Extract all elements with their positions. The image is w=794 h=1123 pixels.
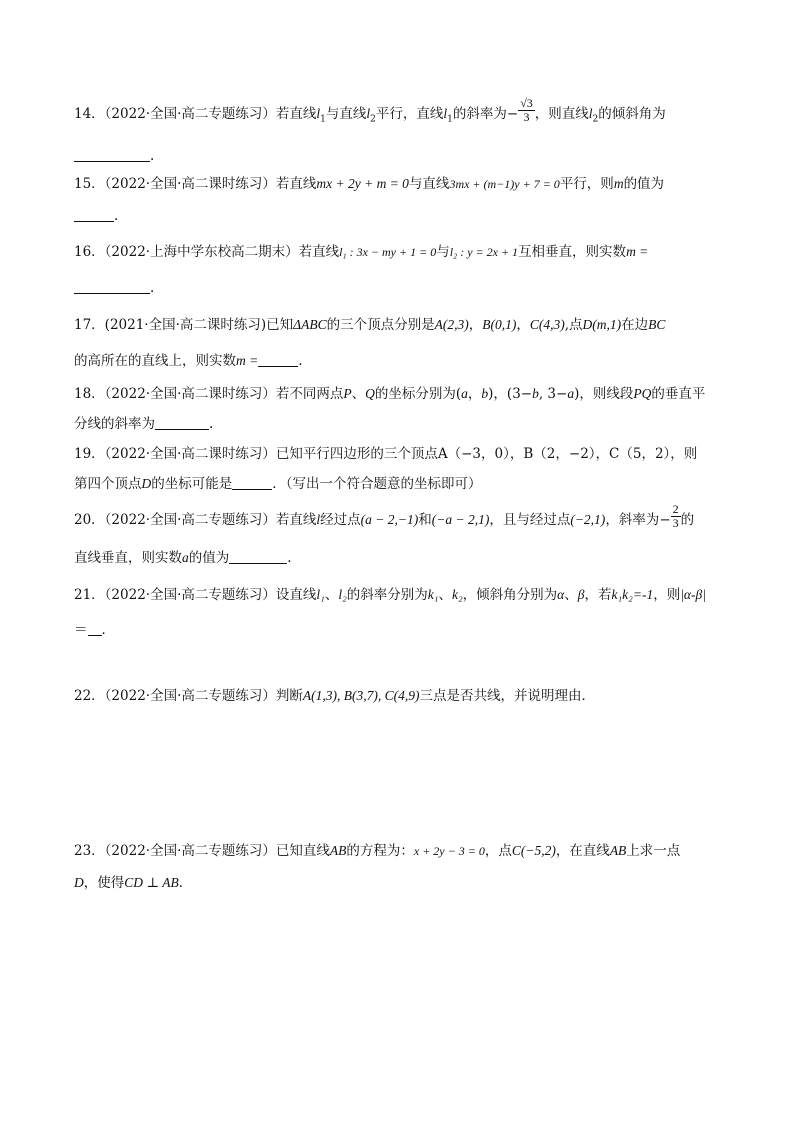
q21-sep: 、 xyxy=(324,587,339,603)
q20-minus: − xyxy=(659,512,671,528)
q17-side: BC xyxy=(648,317,666,332)
q19-point-d: D xyxy=(141,476,152,491)
q15-text: 平行，则 xyxy=(559,176,614,192)
q15-equation-1: mx + 2y + m = 0 xyxy=(316,176,409,191)
q14-text: ，则直线 xyxy=(534,106,589,122)
q18-var-a: a xyxy=(461,386,468,401)
q21-text: ＝ xyxy=(74,622,88,638)
question-20-line-1 xyxy=(74,502,695,530)
q20-text: 经过点 xyxy=(320,512,361,528)
q21-condition: k₁k₂=-1 xyxy=(611,587,654,602)
q23-perpendicular: CD ⊥ AB xyxy=(124,875,179,890)
q18-point-p: P xyxy=(343,386,352,401)
q21-text: ，则 xyxy=(653,587,681,603)
question-14-line-2 xyxy=(74,146,154,166)
q15-equation-2: 3mx + (m−1)y + 7 = 0 xyxy=(449,177,560,191)
q15-text: 15．（2022·全国·高二课时练习）若直线 xyxy=(74,176,317,192)
q18-text: , 3− xyxy=(538,386,568,402)
q19-point-b: B（2，−2）， xyxy=(523,446,610,462)
question-16-line-2 xyxy=(74,278,154,298)
q21-text: ，倾斜角分别为 xyxy=(462,587,558,603)
q14-frac-num: √3 xyxy=(520,96,533,110)
q21-abs: |α-β| xyxy=(680,587,706,602)
q16-var: m = xyxy=(626,244,649,259)
question-15-line-2 xyxy=(74,206,118,226)
q19-text: ．（写出一个符合题意的坐标即可） xyxy=(272,476,482,492)
q23-text: 的方程为： xyxy=(346,843,414,859)
q21-text: 21．（2022·全国·高二专题练习）设直线 xyxy=(74,587,317,603)
q23-point-d: D xyxy=(74,875,84,890)
q20-point-3: (−2,1) xyxy=(570,512,606,527)
q18-var-a: a xyxy=(567,386,575,401)
q17-point-a: A(2,3) xyxy=(434,317,469,332)
q17-text: 17．(2021·全国·高二课时练习)已知 xyxy=(74,317,294,333)
q23-text: 上求一点 xyxy=(626,843,681,859)
q18-sep: 、 xyxy=(351,386,366,402)
answer-blank-18[interactable] xyxy=(155,416,209,430)
q22-points: A(1,3), B(3,7), C(4,9) xyxy=(302,688,420,703)
q14-var: l xyxy=(588,106,593,121)
q18-segment: PQ xyxy=(633,386,652,401)
question-21-line-1 xyxy=(74,585,706,605)
q21-sep: 、 xyxy=(564,587,578,603)
q20-text: ，且与经过点 xyxy=(489,512,571,528)
q19-text: 第四个顶点 xyxy=(74,476,142,492)
q14-end: . xyxy=(150,148,155,164)
q14-text: 14．（2022·全国·高二专题练习）若直线 xyxy=(74,106,317,122)
q19-point-c: C（5，2），则 xyxy=(609,446,698,462)
q17-comma: ， xyxy=(468,317,483,333)
q22-text: 22．（2022·全国·高二专题练习）判断 xyxy=(74,688,303,704)
q15-var: m xyxy=(613,176,624,191)
question-14-line-1 xyxy=(74,96,666,130)
question-19-line-1 xyxy=(74,444,697,464)
q21-var: l₂ xyxy=(338,587,347,602)
answer-blank-16[interactable] xyxy=(74,280,150,294)
q16-text: 互相垂直，则实数 xyxy=(518,244,627,260)
q17-text: 的三个顶点分别是 xyxy=(326,317,435,333)
q20-point-1: (a − 2,−1) xyxy=(360,512,419,527)
q20-text: 20．（2022·全国·高二专题练习）若直线 xyxy=(74,512,317,528)
q17-text: ,点 xyxy=(564,317,583,333)
q18-text: 的垂直平 xyxy=(651,386,706,402)
answer-blank-15[interactable] xyxy=(74,208,114,222)
q21-var: β xyxy=(577,587,585,602)
q14-fraction xyxy=(518,97,535,124)
q14-text: 的倾斜角为 xyxy=(598,106,666,122)
q17-point-b: B(0,1) xyxy=(482,317,517,332)
question-21-line-2 xyxy=(74,620,115,640)
answer-blank-19[interactable] xyxy=(232,476,272,490)
q14-var: l xyxy=(316,106,321,121)
q16-equation-1: l₁ : 3x − my + 1 = 0 xyxy=(339,245,437,259)
q20-text: 直线垂直，则实数 xyxy=(74,550,182,566)
q23-line: AB xyxy=(609,843,627,858)
q23-line: AB xyxy=(329,843,347,858)
q20-fraction xyxy=(671,503,681,530)
q17-comma: ， xyxy=(516,317,530,333)
q20-frac-den: 3 xyxy=(672,516,679,530)
q15-end: . xyxy=(114,208,119,224)
q21-end: ． xyxy=(101,622,115,638)
q20-point-2: (−a − 2,1) xyxy=(431,512,490,527)
q23-end: ． xyxy=(178,875,193,891)
answer-blank-17[interactable] xyxy=(258,353,298,367)
q18-end: . xyxy=(209,416,214,432)
q17-text: 的高所在的直线上，则实数 xyxy=(74,353,236,369)
q20-end: . xyxy=(287,550,292,566)
q14-var: l xyxy=(443,106,448,121)
q17-end: . xyxy=(298,353,303,369)
q18-text: )，(3− xyxy=(488,386,533,402)
q14-minus: − xyxy=(506,106,519,122)
q18-text: )，则线段 xyxy=(574,386,634,402)
q15-text: 与直线 xyxy=(408,176,450,192)
q16-end: . xyxy=(150,280,155,296)
q14-text: 平行，直线 xyxy=(375,106,444,122)
q23-text: ，使得 xyxy=(83,875,125,891)
q16-text: 与 xyxy=(436,244,450,260)
q20-var: l xyxy=(316,512,321,527)
question-16-line-1 xyxy=(74,242,648,262)
q18-text: 的坐标分别为( xyxy=(374,386,462,402)
q18-var-b: b xyxy=(532,386,539,401)
q21-text: ，若 xyxy=(584,587,612,603)
answer-blank-20[interactable] xyxy=(229,550,287,564)
q16-text: 16．（2022·上海中学东校高二期末）若直线 xyxy=(74,244,340,260)
q14-sub: 2 xyxy=(370,114,376,125)
q18-text: 分线的斜率为 xyxy=(74,416,155,432)
q18-text: 18．（2022·全国·高二课时练习）若不同两点 xyxy=(74,386,344,402)
q14-var: l xyxy=(366,106,371,121)
q18-var-b: b xyxy=(481,386,489,401)
answer-blank-14[interactable] xyxy=(74,148,150,162)
question-17-line-1 xyxy=(74,315,665,335)
q14-sub: 1 xyxy=(447,114,453,125)
q23-text: 23．（2022·全国·高二专题练习）已知直线 xyxy=(74,843,330,859)
q23-text: ，点 xyxy=(484,843,512,859)
question-22 xyxy=(74,686,595,706)
q21-text: 的斜率分别为 xyxy=(346,587,428,603)
q19-text: 的坐标可能是 xyxy=(151,476,233,492)
q20-text: ，斜率为 xyxy=(605,512,660,528)
q17-point-c: C(4,3) xyxy=(529,317,565,332)
q21-sep: 、 xyxy=(438,587,452,603)
q17-point-d: D(m,1) xyxy=(582,317,622,332)
q18-comma: ， xyxy=(467,386,482,402)
q19-point-a: A（−3，0）， xyxy=(437,446,524,462)
q14-frac-den: 3 xyxy=(523,110,530,124)
q20-text: 的 xyxy=(680,512,695,528)
q20-text: 和 xyxy=(418,512,432,528)
q23-equation: x + 2y − 3 = 0 xyxy=(413,844,485,858)
q23-point-c: C(−5,2) xyxy=(511,843,556,858)
question-17-line-2 xyxy=(74,351,303,371)
q16-equation-2: l₂ : y = 2x + 1 xyxy=(449,245,519,259)
q14-text: 与直线 xyxy=(325,106,367,122)
q21-var: k₁ xyxy=(427,587,439,602)
q14-sub: 2 xyxy=(592,114,599,125)
q14-text: 的斜率为 xyxy=(452,106,507,122)
q18-point-q: Q xyxy=(365,386,375,401)
question-18-line-2 xyxy=(74,414,213,434)
q19-text: 19．（2022·全国·高二课时练习）已知平行四边形的三个顶点 xyxy=(74,446,438,462)
q21-var: α xyxy=(557,587,565,602)
q20-frac-num: 2 xyxy=(672,502,679,516)
q22-text: 三点是否共线，并说明理由． xyxy=(419,688,595,704)
q23-text: ，在直线 xyxy=(555,843,610,859)
q21-var: k₂ xyxy=(451,587,463,602)
q17-triangle: ΔABC xyxy=(293,317,327,332)
question-20-line-2 xyxy=(74,548,292,568)
question-15-line-1 xyxy=(74,174,664,194)
question-19-line-2 xyxy=(74,474,482,494)
question-23-line-1 xyxy=(74,841,680,861)
answer-blank-21[interactable] xyxy=(88,622,102,636)
question-23-line-2 xyxy=(74,873,192,893)
question-18-line-1 xyxy=(74,384,705,404)
q17-var: m = xyxy=(236,353,259,368)
q15-text: 的值为 xyxy=(623,176,665,192)
q21-var: l₁ xyxy=(316,587,325,602)
q20-var: a xyxy=(182,550,189,565)
q20-text: 的值为 xyxy=(188,550,230,566)
q17-text: 在边 xyxy=(621,317,649,333)
q14-sub: 1 xyxy=(320,114,326,125)
